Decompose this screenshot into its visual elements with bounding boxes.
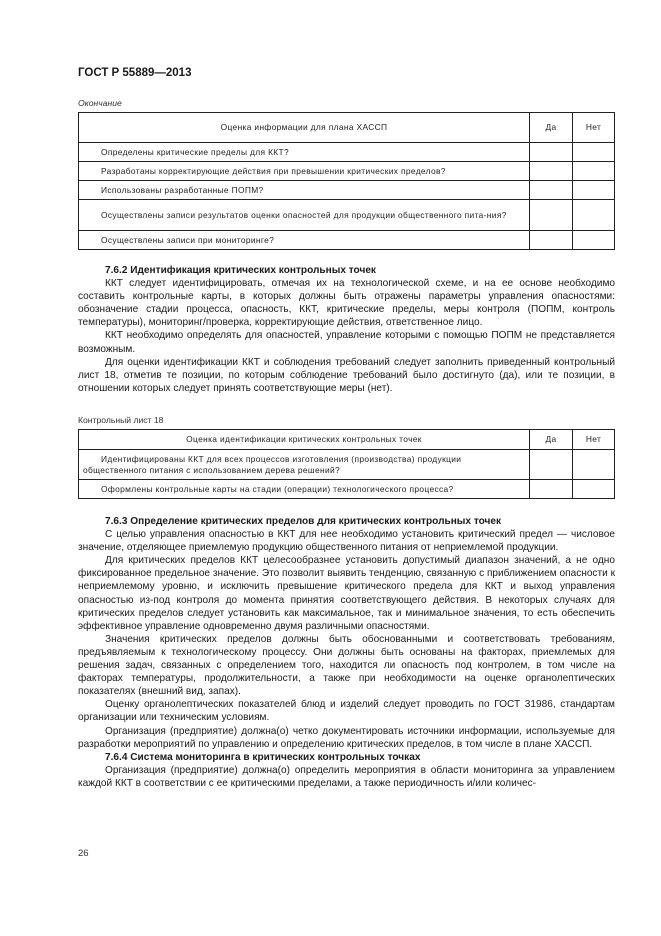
checklist-table-hassp <box>78 112 615 250</box>
column-header-yes: Да <box>530 113 573 143</box>
table-row <box>79 162 615 181</box>
table-row <box>79 231 615 250</box>
question-cell: Осуществлены записи при мониторинге? <box>79 231 530 250</box>
table-row <box>79 181 615 200</box>
no-cell[interactable] <box>573 162 615 181</box>
paragraph: С целью управления опасностью в ККТ для нее необходимо установить критический предел — числовое значение, отделяющее приемлемую продукцию общественного питания от неприемлемой продукции. <box>78 529 615 554</box>
no-cell[interactable] <box>573 480 615 499</box>
section-heading: 7.6.2 Идентификация критических контрольных точек <box>105 265 376 276</box>
no-cell[interactable] <box>573 450 615 480</box>
paragraph: Оценку органолептических показателей блюд и изделий следует проводить по ГОСТ 31986, стандартам организации или техническим условиям. <box>78 699 615 724</box>
paragraph: Для критических пределов ККТ целесообразнее установить допустимый диапазон значений, а не одно фиксированное предельное значение. Это позволит выявить тенденцию, связанную с приближением опасности к неприемлемому уровню, и исключить превышение критического предела для ККТ и выход управления опасностью из-под контроля до момента принятия соответствующего действия. В некоторых случаях для критических пределов следует установить как максимальное, так и минимальное значения, то есть обеспечить эффективное управление одновременно двумя различными опасностями. <box>78 555 615 632</box>
yes-cell[interactable] <box>530 143 573 162</box>
yes-cell[interactable] <box>530 480 573 499</box>
yes-cell[interactable] <box>530 231 573 250</box>
section-7-6-2 <box>78 264 615 395</box>
checklist-table-18 <box>78 429 615 499</box>
table2-caption: Контрольный лист 18 <box>78 415 164 425</box>
section-heading: 7.6.4 Система мониторинга в критических контрольных точках <box>105 751 421 763</box>
table-header-row <box>79 430 615 450</box>
table-header-row <box>79 113 615 143</box>
yes-cell[interactable] <box>530 200 573 231</box>
table-row <box>79 450 615 480</box>
no-cell[interactable] <box>573 143 615 162</box>
paragraph: Для оценки идентификации ККТ и соблюдения требований следует заполнить приведенный контрольный лист 18, отметив те позиции, по которым соблюдение требований было достигнуто (да), или те позиции, в отношении которых следует принять соответствующие меры (нет). <box>78 356 615 394</box>
question-cell: Определены критические пределы для ККТ? <box>79 143 530 162</box>
paragraph: Значения критических пределов должны быть обоснованными и соответствовать требованиям, предъявляемым к технологическому процессу. Они должны быть основаны на факторах, приемлемых для решения задач, связанных с определением того, находится ли опасность под контролем, в том числе на факторах температуры, продолжительности, а также при необходимости на оценке органолептических показателях (внешний вид, запах). <box>78 633 615 698</box>
column-header-yes: Да <box>530 430 573 450</box>
paragraph: ККТ необходимо определять для опасностей, управление которыми с помощью ПОПМ не представляется возможным. <box>78 330 615 355</box>
paragraph: ККТ следует идентифицировать, отмечая их на технологической схеме, и на ее основе необходимо составить контрольные карты, в которых должны быть отражены параметры управления опасностями: обозначение стадии процесса, опасность, ККТ, критические пределы, меры контроля (ПОПМ, контроль температуры), мониторинг/проверка, корректирующие действия, ответственное лицо. <box>78 278 615 329</box>
question-cell: Оформлены контрольные карты на стадии (операции) технологического процесса? <box>79 480 530 499</box>
table1-caption: Окончание <box>78 98 122 108</box>
no-cell[interactable] <box>573 181 615 200</box>
column-header-no: Нет <box>573 430 615 450</box>
paragraph: Организация (предприятие) должна(о) определить мероприятия в области мониторинга за управлением каждой ККТ в соответствии с ее критическими пределами, а также периодичность и/или количес- <box>78 764 615 789</box>
column-header-no: Нет <box>573 113 615 143</box>
question-cell: Идентифицированы ККТ для всех процессов изготовления (производства) продукции общественного питания с использованием дерева решений? <box>79 450 530 480</box>
page-number: 26 <box>78 848 89 859</box>
column-header-question: Оценка идентификации критических контрольных точек <box>79 430 530 450</box>
yes-cell[interactable] <box>530 162 573 181</box>
question-cell: Использованы разработанные ПОПМ? <box>79 181 530 200</box>
table-row <box>79 480 615 499</box>
table-row <box>79 200 615 231</box>
question-cell: Осуществлены записи результатов оценки опасностей для продукции общественного пита-ния? <box>79 200 530 231</box>
paragraph: Организация (предприятие) должна(о) четко документировать источники информации, используемые для разработки мероприятий по управлению и определению критических пределов, в том числе в плане ХАССП. <box>78 725 615 750</box>
question-cell: Разработаны корректирующие действия при превышении критических пределов? <box>79 162 530 181</box>
column-header-question: Оценка информации для плана ХАССП <box>79 113 530 143</box>
table-row <box>79 143 615 162</box>
document-id-header: ГОСТ Р 55889—2013 <box>78 67 192 79</box>
section-7-6-3 <box>78 515 615 790</box>
no-cell[interactable] <box>573 231 615 250</box>
yes-cell[interactable] <box>530 181 573 200</box>
yes-cell[interactable] <box>530 450 573 480</box>
no-cell[interactable] <box>573 200 615 231</box>
section-heading: 7.6.3 Определение критических пределов для критических контрольных точек <box>105 516 502 527</box>
